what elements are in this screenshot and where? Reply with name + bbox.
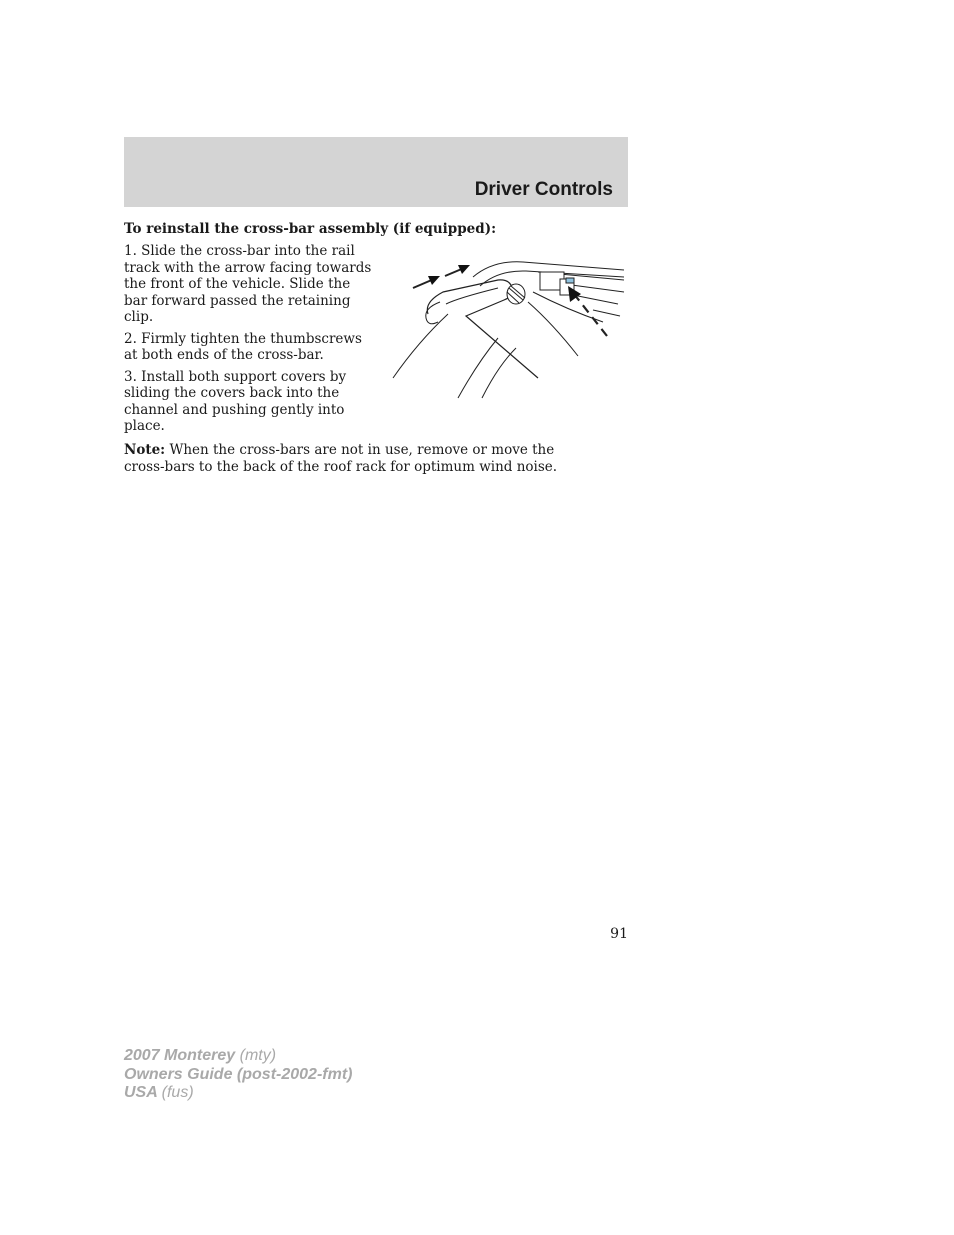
document-footer [124, 1047, 352, 1103]
roof-edge-lower [458, 338, 498, 398]
note-paragraph [124, 442, 569, 475]
step-2: 2. Firmly tighten the thumbscrews at both ends of the cross-bar. [124, 330, 362, 363]
footer-line-1: 2007 Monterey (mty) [124, 1047, 277, 1064]
cross-bar-illustration [388, 252, 628, 402]
forward-arrow-icon [413, 265, 470, 288]
step-3: 3. Install both support covers by sliding the covers back into the channel and pushing gently into place. [124, 368, 347, 434]
footer-line-2: Owners Guide (post-2002-fmt) [124, 1065, 353, 1083]
section-header-band [124, 137, 628, 207]
step-1: 1. Slide the cross-bar into the rail track with the arrow facing towards the front of the vehicle. Slide the bar forward passed the retaining clip. [124, 243, 372, 325]
footer-line-3: USA (fus) [124, 1084, 194, 1101]
roof-edge-left [393, 314, 448, 378]
page-number: 91 [610, 926, 628, 942]
section-title: Driver Controls [474, 179, 613, 200]
procedure-heading: To reinstall the cross-bar assembly (if equipped): [124, 221, 497, 237]
note-text: When the cross-bars are not in use, remove or move the cross-bars to the back of the roof rack for optimum wind noise. [124, 442, 558, 475]
thumbscrew-icon [507, 284, 525, 304]
note-label: Note: [124, 442, 166, 458]
procedure-steps [124, 243, 374, 440]
